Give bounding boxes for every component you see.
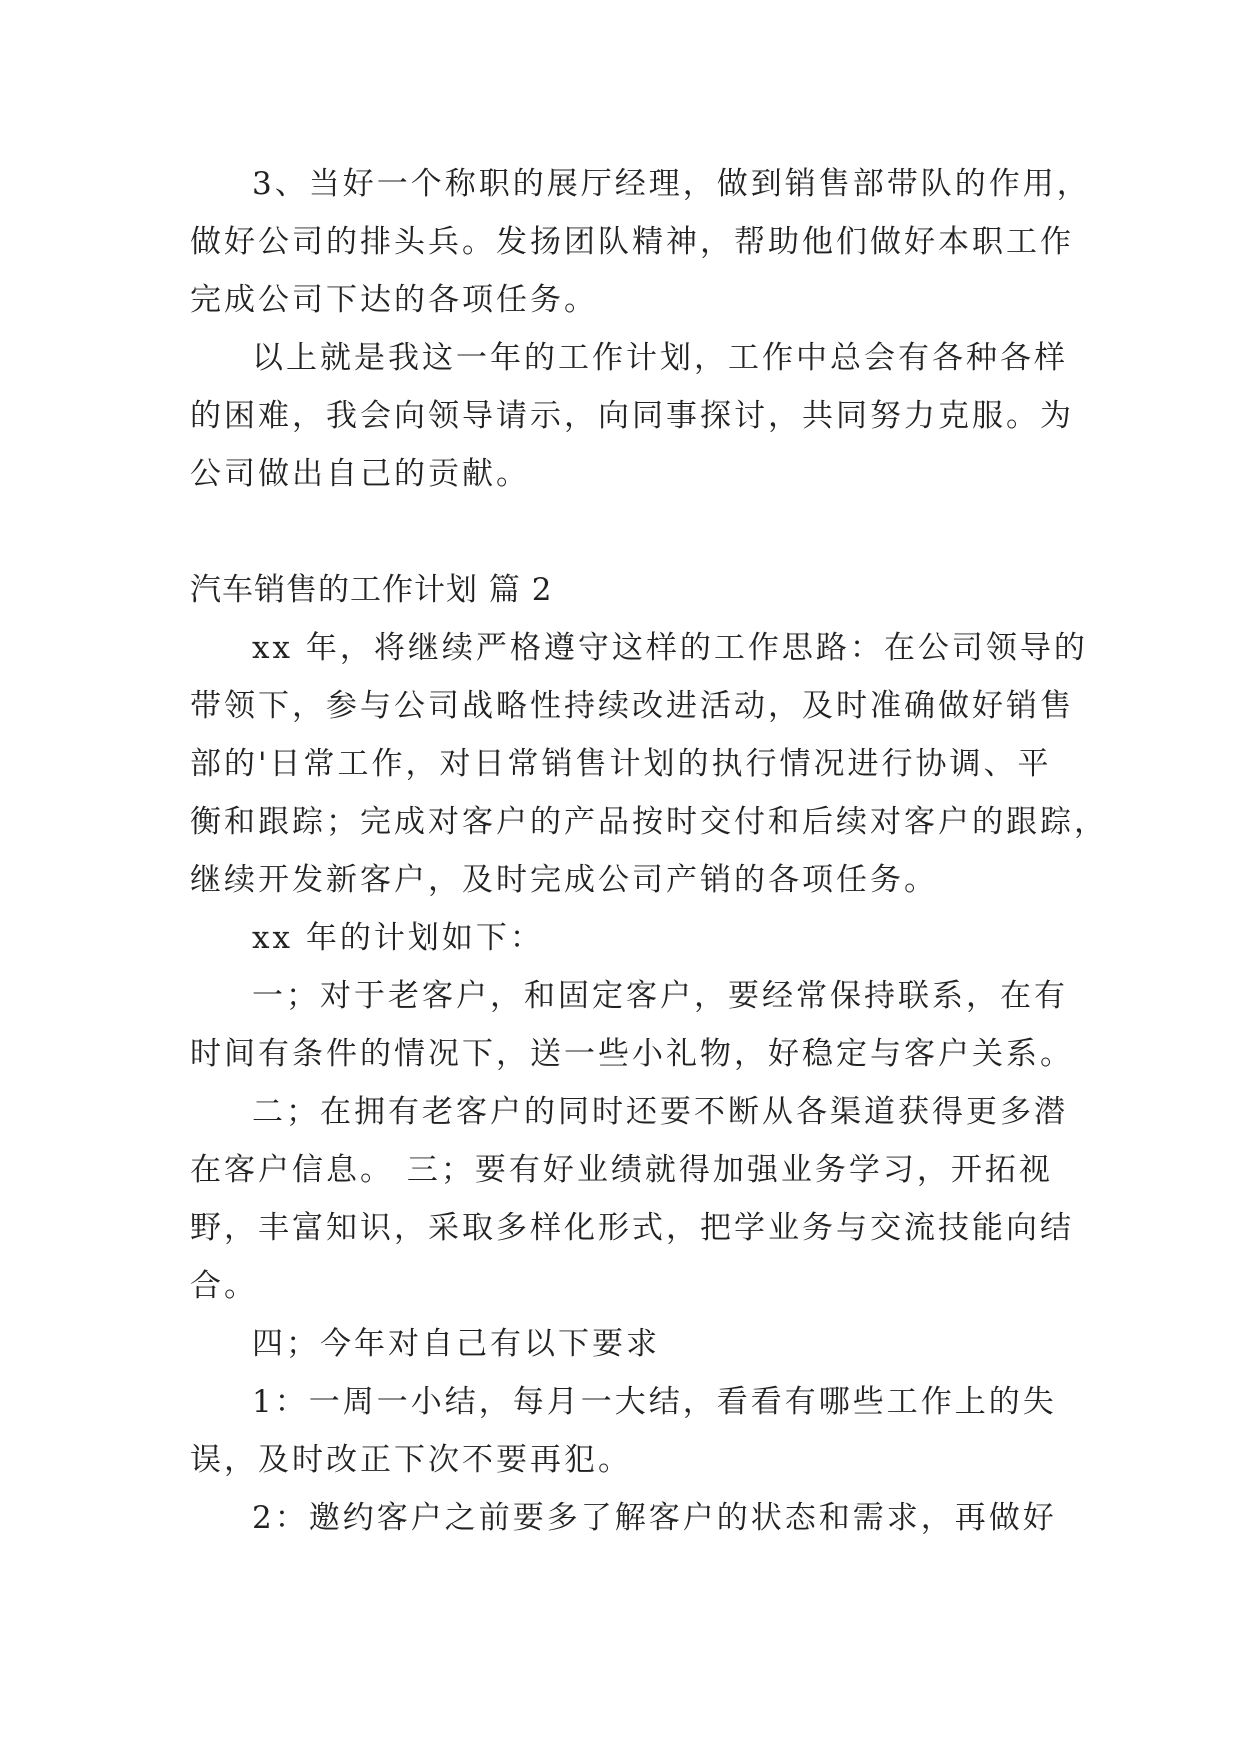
paragraph-line: xx 年的计划如下： <box>252 920 544 956</box>
paragraph-line: 做好公司的排头兵。发扬团队精神，帮助他们做好本职工作 <box>190 224 1074 260</box>
paragraph-line: 以上就是我这一年的工作计划，工作中总会有各种各样 <box>252 340 1068 376</box>
paragraph-line: 时间有条件的情况下，送一些小礼物，好稳定与客户关系。 <box>190 1036 1074 1072</box>
paragraph-line: xx 年，将继续严格遵守这样的工作思路：在公司领导的 <box>252 630 1088 666</box>
paragraph-line: 的困难，我会向领导请示，向同事探讨，共同努力克服。为 <box>190 398 1074 434</box>
paragraph-line: 继续开发新客户，及时完成公司产销的各项任务。 <box>190 862 938 898</box>
paragraph-line: 带领下，参与公司战略性持续改进活动，及时准确做好销售 <box>190 688 1074 724</box>
paragraph-line: 完成公司下达的各项任务。 <box>190 282 598 318</box>
paragraph-line: 3、当好一个称职的展厅经理，做到销售部带队的作用， <box>252 166 1091 202</box>
paragraph-line: 四；今年对自己有以下要求 <box>252 1326 660 1362</box>
paragraph-line: 野，丰富知识，采取多样化形式，把学业务与交流技能向结 <box>190 1210 1074 1246</box>
paragraph-line: 1：一周一小结，每月一大结，看看有哪些工作上的失 <box>252 1384 1057 1420</box>
paragraph-line: 一；对于老客户，和固定客户，要经常保持联系，在有 <box>252 978 1068 1014</box>
paragraph-line: 在客户信息。 三；要有好业绩就得加强业务学习，开拓视 <box>190 1152 1053 1188</box>
paragraph-line: 公司做出自己的贡献。 <box>190 456 530 492</box>
paragraph-line: 衡和跟踪；完成对客户的产品按时交付和后续对客户的跟踪， <box>190 804 1108 840</box>
section-heading: 汽车销售的工作计划 篇 2 <box>190 572 553 608</box>
paragraph-line: 部的'日常工作，对日常销售计划的执行情况进行协调、平 <box>190 746 1052 782</box>
paragraph-line: 二；在拥有老客户的同时还要不断从各渠道获得更多潜 <box>252 1094 1068 1130</box>
paragraph-line: 误，及时改正下次不要再犯。 <box>190 1442 632 1478</box>
paragraph-line: 合。 <box>190 1268 258 1304</box>
paragraph-line: 2：邀约客户之前要多了解客户的状态和需求，再做好 <box>252 1500 1057 1536</box>
